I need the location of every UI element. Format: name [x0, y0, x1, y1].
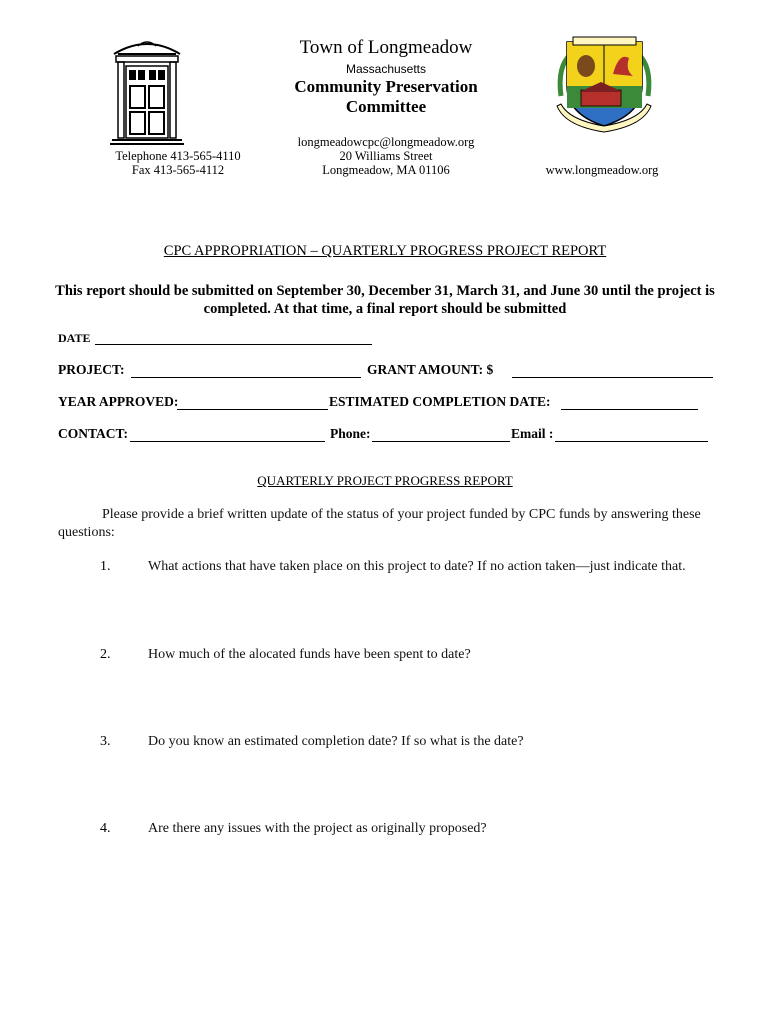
email-field[interactable] — [555, 441, 708, 442]
date-label: DATE — [58, 331, 91, 345]
committee-name-line1: Community Preservation — [294, 77, 478, 96]
year-approved-label: YEAR APPROVED: — [58, 394, 179, 409]
question-number: 4. — [100, 821, 111, 836]
phone-label: Phone: — [330, 426, 371, 441]
project-field[interactable] — [131, 377, 361, 378]
doorway-icon — [108, 36, 186, 148]
contact-email: longmeadowcpc@longmeadow.org — [297, 135, 475, 149]
estimated-completion-field[interactable] — [561, 409, 698, 410]
intro-paragraph: Please provide a brief written update of the status of your project funded by CPC funds by answering these questions: — [58, 507, 701, 540]
question-text: What actions that have taken place on this project to date? If no action taken—just indicate that. — [148, 559, 686, 574]
estimated-completion-label: ESTIMATED COMPLETION DATE: — [329, 394, 551, 409]
contact-city: Longmeadow, MA 01106 — [322, 163, 450, 177]
question-text: How much of the alocated funds have been spent to date? — [148, 647, 471, 662]
question-number: 1. — [100, 559, 111, 574]
question-number: 2. — [100, 647, 111, 662]
website-url: www.longmeadow.org — [545, 163, 659, 177]
grant-amount-field[interactable] — [512, 377, 713, 378]
grant-amount-label: GRANT AMOUNT: $ — [367, 362, 494, 377]
question-text: Are there any issues with the project as originally proposed? — [148, 821, 487, 836]
committee-name-line2: Committee — [345, 97, 427, 116]
telephone-number: Telephone 413-565-4110 — [115, 149, 241, 163]
contact-street: 20 Williams Street — [339, 149, 433, 163]
phone-field[interactable] — [372, 441, 510, 442]
date-field[interactable] — [95, 344, 372, 345]
section-title: QUARTERLY PROJECT PROGRESS REPORT — [257, 473, 513, 488]
report-instructions: This report should be submitted on September 30, December 31, March 31, and June 30 until the project is completed. At that time, a final report should be submitted — [55, 283, 715, 317]
email-label: Email : — [511, 426, 554, 441]
contact-label: CONTACT: — [58, 426, 128, 441]
contact-field[interactable] — [130, 441, 325, 442]
project-label: PROJECT: — [58, 362, 125, 377]
fax-number: Fax 413-565-4112 — [131, 163, 225, 177]
town-state: Massachusetts — [345, 62, 427, 76]
report-title: CPC APPROPRIATION – QUARTERLY PROGRESS PROJECT REPORT — [163, 243, 607, 259]
question-text: Do you know an estimated completion date? If so what is the date? — [148, 734, 524, 749]
year-approved-field[interactable] — [177, 409, 328, 410]
question-number: 3. — [100, 734, 111, 749]
town-title: Town of Longmeadow — [299, 37, 473, 58]
town-seal-icon — [553, 36, 656, 136]
